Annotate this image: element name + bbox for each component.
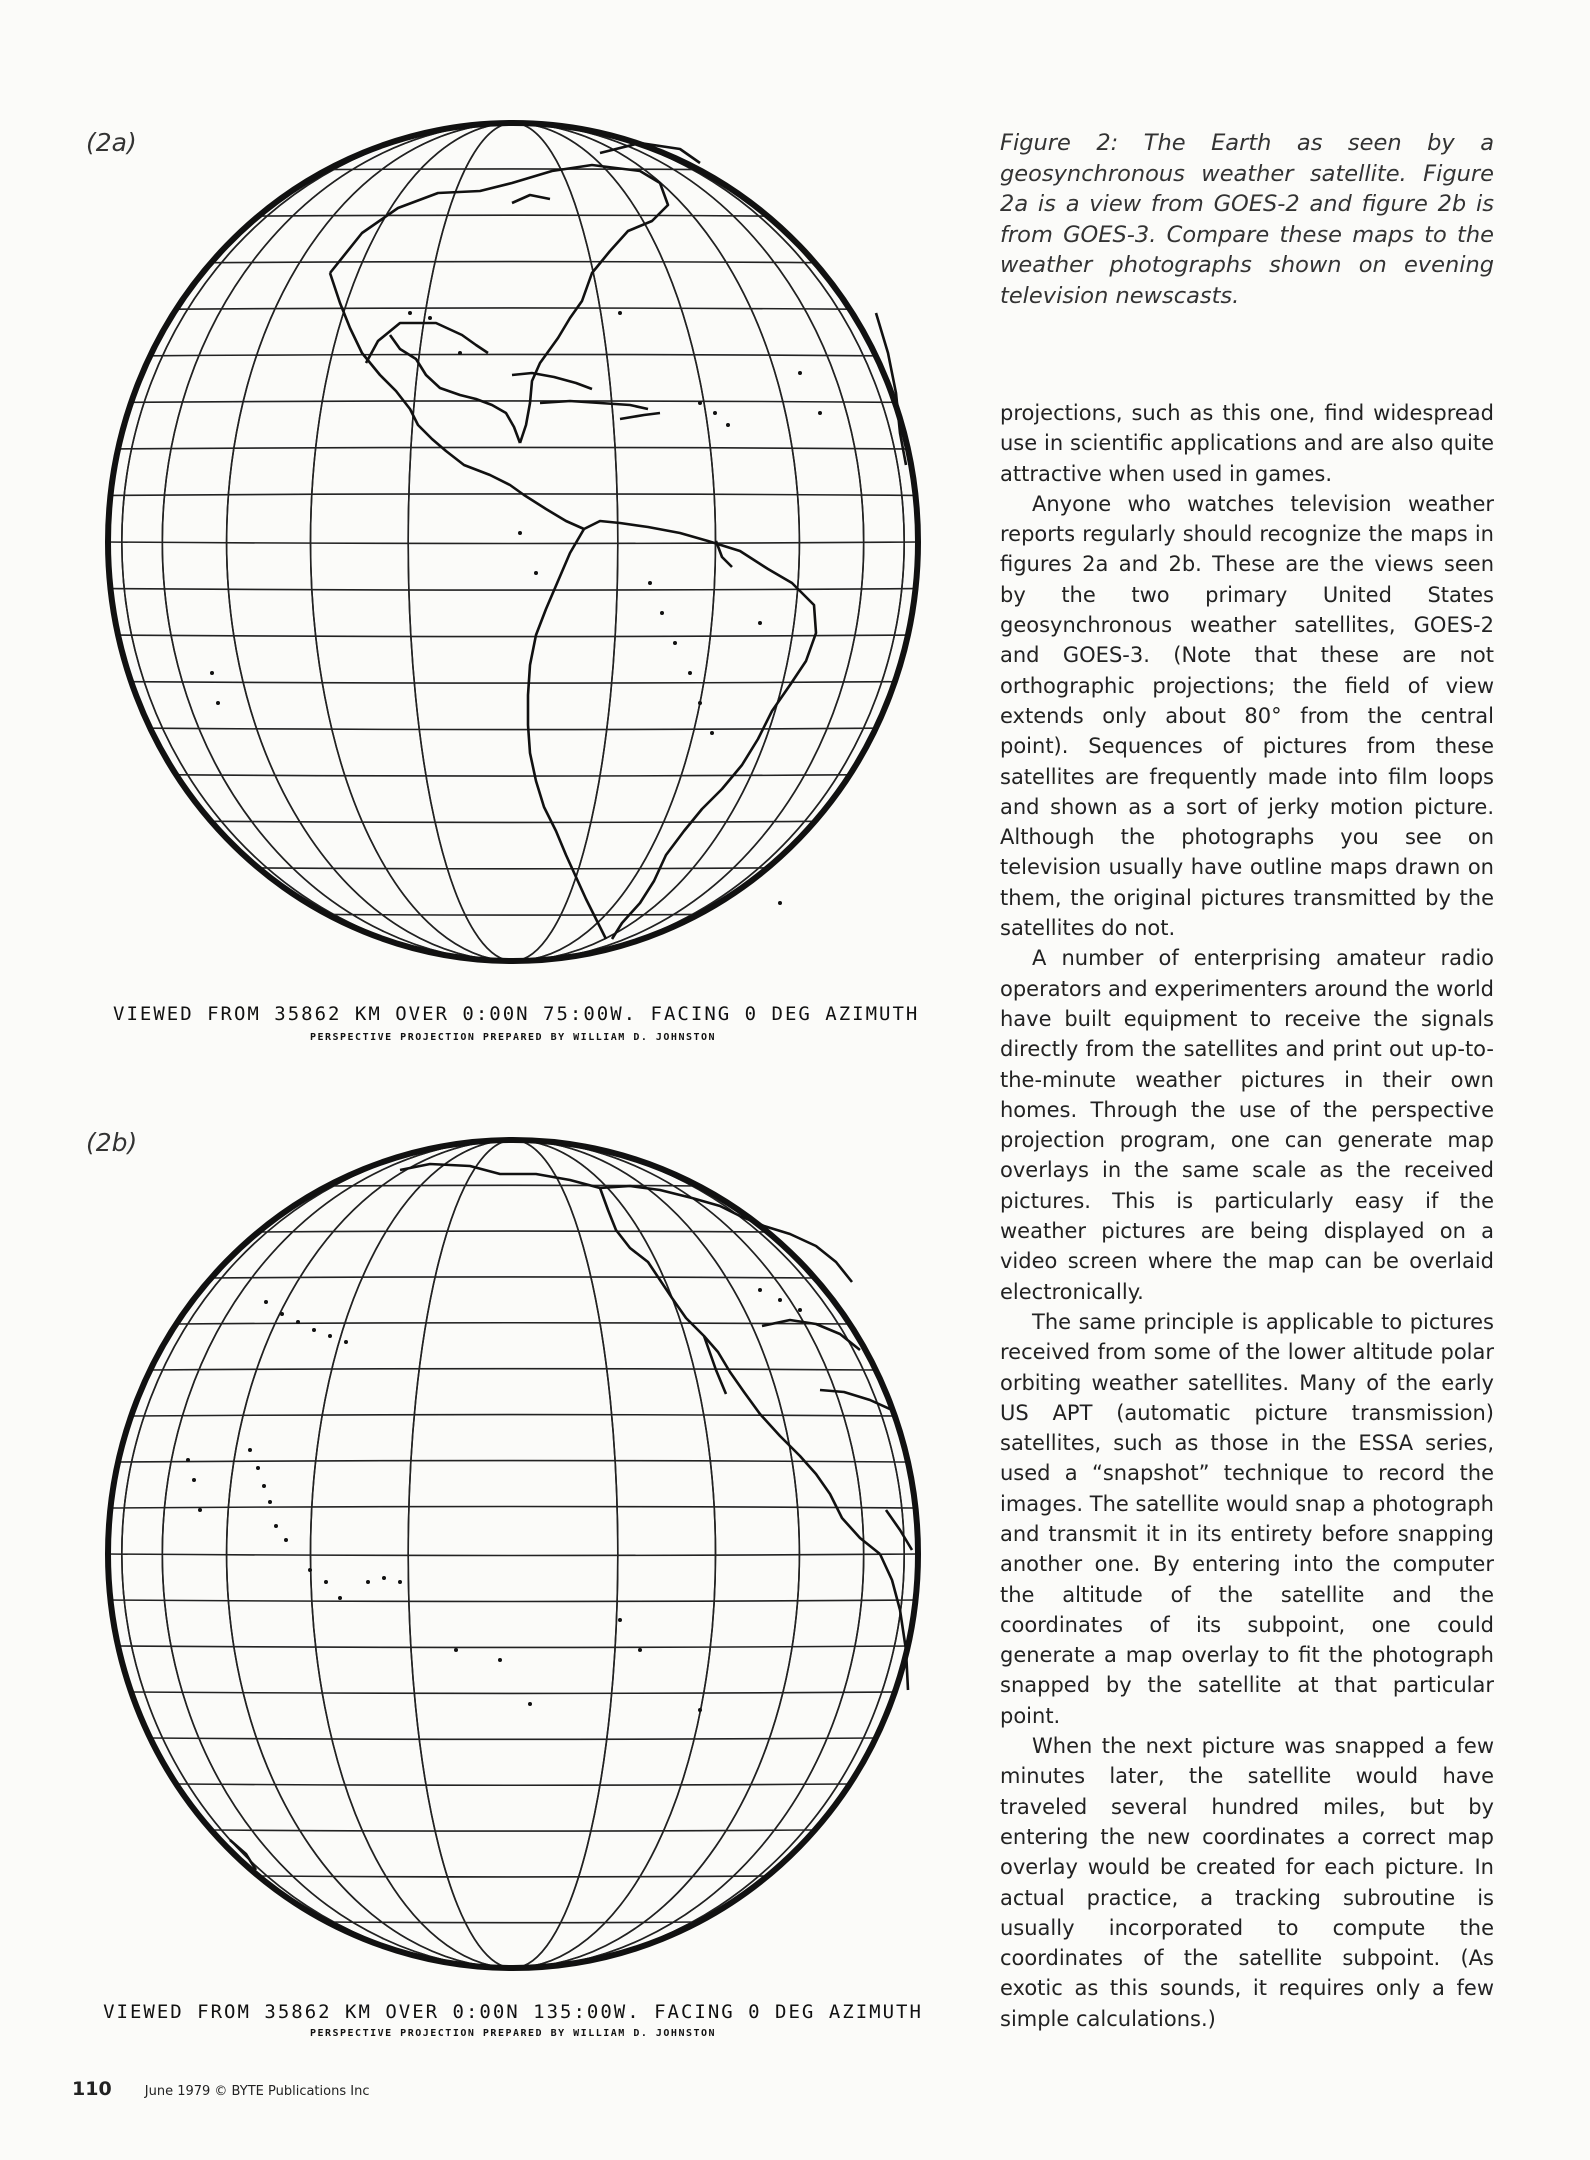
parallel-line [150,354,876,355]
meridian-line [408,123,618,961]
parallel-line [111,589,916,590]
parallel-line [131,1692,895,1693]
paragraph: projections, such as this one, find widespread use in scientific applications and are also quite attractive when used in games. [1000,401,1494,486]
parallel-line [328,1922,699,1923]
paragraph: When the next picture was snapped a few minutes later, the satellite would have traveled several hundred miles, but by entering the new coordinates a correct map overlay would be created for each picture. In actual practice, a tracking subroutine is usually incorporated to compute the coordinates of the satellite subpoint. (As exotic as this sounds, it requires only a few simple calculations.) [1000,1734,1494,2031]
figure-caption: Figure 2: The Earth as seen by a geosynchronous weather satellite. Figure 2a is a view from GOES-2 and figure 2b is from GOES-3. Compare these maps to the weather photographs shown on evening television newscasts. [1000,130,1494,309]
globe-map-2b-svg [100,1130,926,1978]
paragraph: The same principle is applicable to pictures received from some of the lower altitude polar orbiting weather satellites. Many of the early US APT (automatic picture transmission) satellites, such as those in the ESSA series, used a “snapshot” technique to record the images. The satellite would snap a photograph and transmit it in its entirety before snapping another one. By entering into the computer the altitude of the satellite and the coordinates of its subpoint, one could generate a map overlay to fit the photograph snapped by the satellite at that particular point. [1000,1309,1494,1728]
parallel-line [258,215,767,216]
parallel-line [111,1507,916,1509]
parallel-line [211,262,815,263]
page-number: 110 [72,2078,112,2100]
meridian-line [162,1140,863,1968]
paragraph: A number of enterprising amateur radio operators and experimenters around the world have built equipment to receive the signals directly from the satellites and print out up-to-the-minute weather pictures in their own homes. Through the use of the perspective projection program, one can generate map overlays in the same scale as the received pictures. This is particularly easy if the weather pictures are being displayed on a video screen where the map can be overlaid electronically. [1000,946,1494,1304]
parallel-line [176,1323,849,1324]
parallel-line [176,308,849,309]
parallel-line [150,728,876,729]
parallel-line [111,1600,916,1602]
figure-2b-label: (2b) [86,1128,138,1157]
page-footer [72,2078,369,2100]
parallel-line [118,447,908,448]
parallel-line [111,494,916,495]
figure-2a-caption: VIEWED FROM 35862 KM OVER 0:00N 75:00W. FACING 0 DEG AZIMUTH [113,1003,920,1025]
parallel-line [118,635,908,636]
parallel-line [211,1277,815,1278]
copyright: June 1979 © BYTE Publications Inc [144,2084,370,2099]
parallel-line [118,1461,908,1462]
globe-map-2a-svg [100,113,926,971]
parallel-line [176,775,849,776]
globe-map-2b [100,1130,926,1978]
parallel-line [131,682,895,683]
parallel-line [328,169,699,170]
parallel-line [108,542,918,544]
parallel-line [150,1369,876,1370]
parallel-line [258,868,767,869]
meridian-line [122,123,904,961]
meridian-line [227,1140,800,1968]
meridian-line [162,1140,863,1968]
meridian-line [311,1140,716,1968]
parallel-line [328,914,699,915]
meridian-line [408,1140,618,1968]
parallel-line [176,1784,849,1785]
meridian-line [408,1140,618,1968]
parallel-line [328,1185,699,1186]
parallel-line [150,1738,876,1739]
meridian-line [122,1140,904,1968]
paragraph: Anyone who watches television weather reports regularly should recognize the maps in figures 2a and 2b. These are the views seen by the two primary United States geosynchronous weather satellites, GOES-2 and GOES-3. (Note that these are not orthographic projections; the field of view extends only about 80° from the central point). Sequences of pictures from these satellites are frequently made into film loops and shown as a sort of jerky motion picture. Although the photographs you see on television usually have outline maps drawn on them, the original pictures transmitted by the satellites do not. [1000,491,1494,941]
graticule [108,1140,918,1968]
figure-2a-label: (2a) [86,128,137,157]
meridian-line [408,123,618,961]
meridian-line [122,1140,904,1968]
figure-2b-caption: VIEWED FROM 35862 KM OVER 0:00N 135:00W. FACING 0 DEG AZIMUTH [103,2001,923,2023]
meridian-line [162,123,863,961]
meridian-line [122,123,904,961]
parallel-line [108,1554,918,1556]
parallel-line [258,1876,767,1877]
graticule [108,123,918,961]
globe-map-2a [100,113,926,971]
figure-2b-credit: PERSPECTIVE PROJECTION PREPARED BY WILLIAM D. JOHNSTON [309,2028,717,2039]
figure-2a-credit: PERSPECTIVE PROJECTION PREPARED BY WILLIAM D. JOHNSTON [309,1032,717,1043]
meridian-line [311,123,716,961]
parallel-line [131,1415,895,1416]
meridian-line [311,123,716,961]
meridian-line [311,1140,716,1968]
parallel-line [131,401,895,402]
meridian-line [162,123,863,961]
parallel-line [118,1646,908,1647]
article-body [1000,398,1494,2034]
meridian-line [227,1140,800,1968]
parallel-line [211,1830,815,1831]
parallel-line [211,821,815,822]
parallel-line [258,1231,767,1232]
